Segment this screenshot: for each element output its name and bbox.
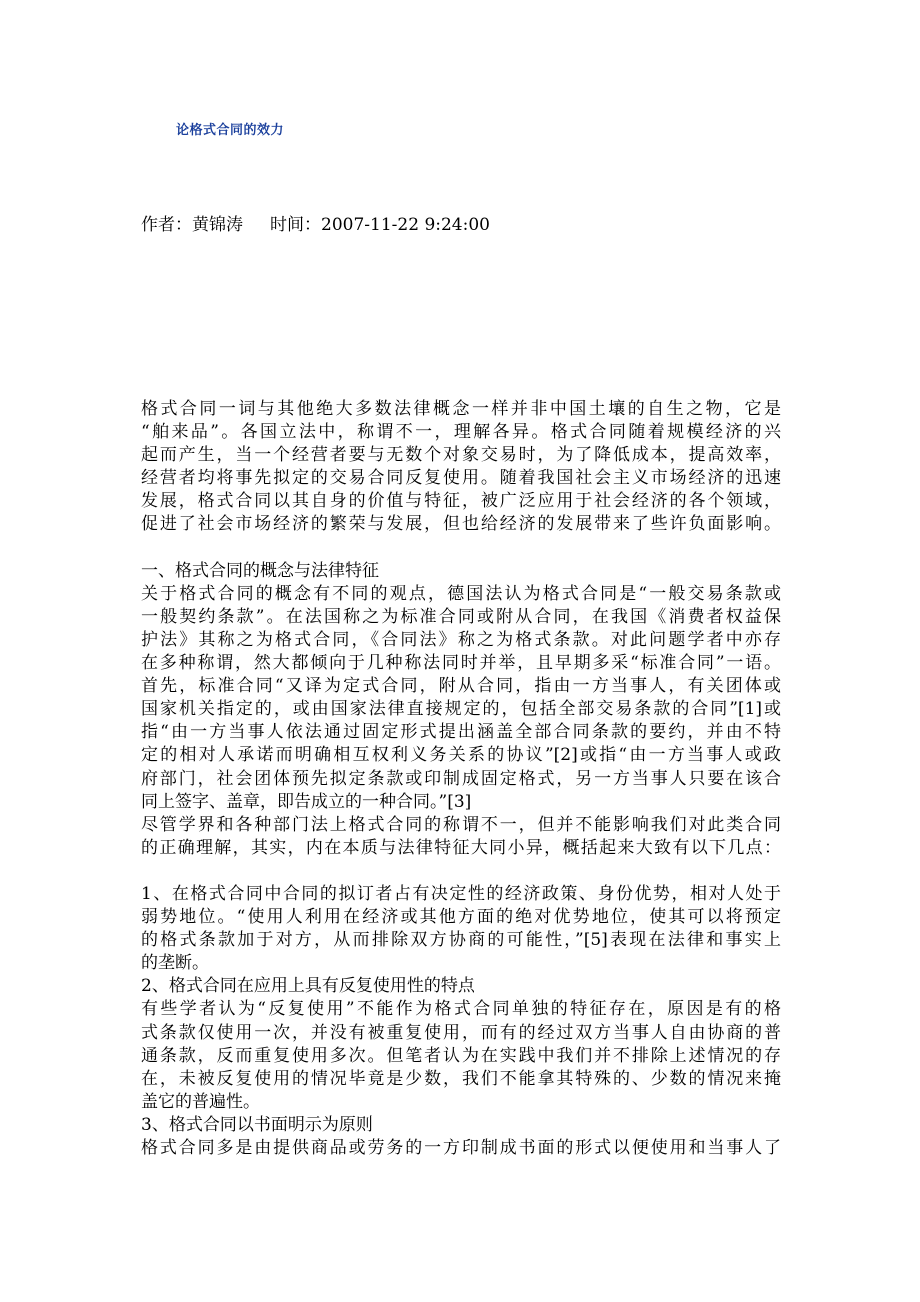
body-line: 的正确理解，其实，内在本质与法律特征大同小异，概括起来大致有以下几点： (141, 837, 781, 858)
body-line: 护法》其称之为格式合同，《合同法》称之为格式条款。对此问题学者中亦存 (141, 629, 781, 650)
time-label: 时间：2007-11-22 9:24:00 (270, 215, 490, 235)
body-line: 有些学者认为“反复使用”不能作为格式合同单独的特征存在，原因是有的格 (141, 999, 781, 1020)
body-line: 的垄断。 (141, 953, 209, 974)
body-line: 式条款仅使用一次，并没有被重复使用，而有的经过双方当事人自由协商的普 (141, 1022, 781, 1043)
body-line: 2、格式合同在应用上具有反复使用性的特点 (141, 976, 475, 997)
body-line: 格式合同多是由提供商品或劳务的一方印制成书面的形式以便使用和当事人了 (141, 1138, 781, 1158)
article-meta (141, 210, 490, 235)
body-line: 3、格式合同以书面明示为原则 (141, 1114, 373, 1135)
body-line: 弱势地位。“使用人利用在经济或其他方面的绝对优势地位，使其可以将预定 (141, 907, 781, 928)
body-line: 格式合同一词与其他绝大多数法律概念一样并非中国土壤的自生之物，它是 (141, 399, 781, 419)
body-line: 一般契约条款”。在法国称之为标准合同或附从合同，在我国《消费者权益保 (141, 606, 781, 627)
body-line: 的格式条款加于对方，从而排除双方协商的可能性，”[5]表现在法律和事实上 (141, 930, 781, 951)
body-line: 同上签字、盖章，即告成立的一种合同。”[3] (141, 791, 472, 812)
article-body (141, 398, 781, 1160)
body-line: “舶来品”。各国立法中，称谓不一，理解各异。格式合同随着规模经济的兴 (141, 422, 781, 443)
article-title: 论格式合同的效力 (176, 123, 285, 138)
body-line: 在，未被反复使用的情况毕竟是少数，我们不能拿其特殊的、少数的情况来掩 (141, 1068, 781, 1089)
body-line: 关于格式合同的概念有不同的观点，德国法认为格式合同是“一般交易条款或 (141, 583, 781, 604)
body-line: 经营者均将事先拟定的交易合同反复使用。随着我国社会主义市场经济的迅速 (141, 468, 781, 489)
blank-line (141, 860, 781, 883)
body-line: 盖它的普遍性。 (141, 1091, 260, 1112)
body-line: 促进了社会市场经济的繁荣与发展，但也给经济的发展带来了些许负面影响。 (141, 514, 781, 535)
body-line: 在多种称谓，然大都倾向于几种称法同时并举，且早期多采“标准合同”一语。 (141, 653, 781, 674)
body-line: 一、格式合同的概念与法律特征 (141, 560, 379, 581)
body-line: 1、在格式合同中合同的拟订者占有决定性的经济政策、身份优势，相对人处于 (141, 883, 781, 904)
body-line: 定的相对人承诺而明确相互权利义务关系的协议”[2]或指“由一方当事人或政 (141, 745, 781, 766)
body-line: 府部门，社会团体预先拟定条款或印制成固定格式，另一方当事人只要在该合 (141, 768, 781, 789)
blank-line (141, 537, 781, 560)
body-line: 指“由一方当事人依法通过固定形式提出涵盖全部合同条款的要约，并由不特 (141, 722, 781, 743)
body-line: 国家机关指定的，或由国家法律直接规定的，包括全部交易条款的合同”[1]或 (141, 699, 781, 720)
author-label: 作者：黄锦涛 (141, 215, 243, 235)
body-line: 尽管学界和各种部门法上格式合同的称谓不一，但并不能影响我们对此类合同 (141, 814, 781, 835)
body-line: 发展，格式合同以其自身的价值与特征，被广泛应用于社会经济的各个领域， (141, 491, 781, 512)
body-line: 首先，标准合同“又译为定式合同，附从合同，指由一方当事人，有关团体或 (141, 676, 781, 697)
body-line: 通条款，反而重复使用多次。但笔者认为在实践中我们并不排除上述情况的存 (141, 1045, 781, 1066)
body-line: 起而产生，当一个经营者要与无数个对象交易时，为了降低成本，提高效率， (141, 445, 781, 466)
